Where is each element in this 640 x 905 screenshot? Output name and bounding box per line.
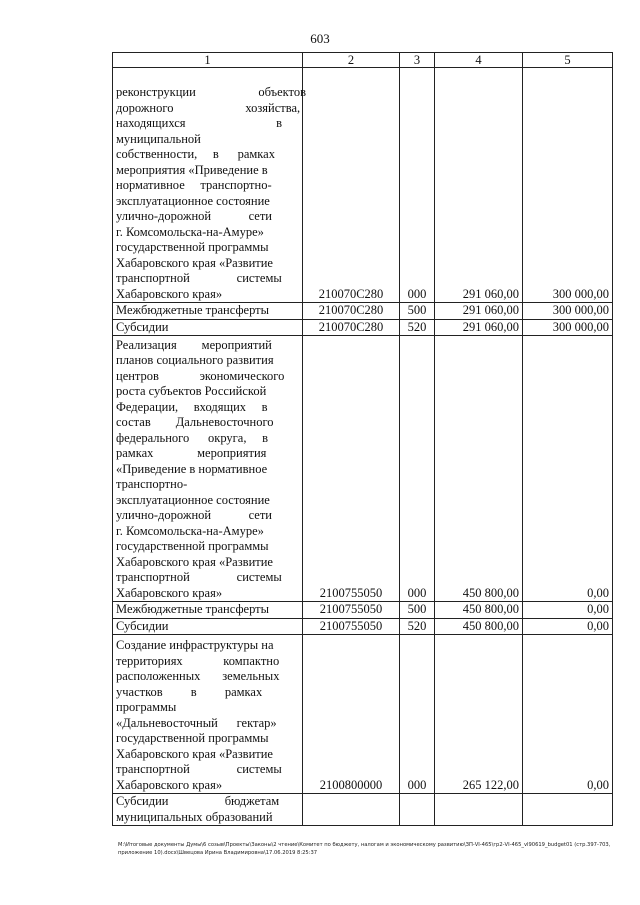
- header-col-2: 2: [303, 53, 400, 68]
- table-row: [113, 68, 613, 303]
- row-amount-2019: 291 060,00: [435, 319, 523, 336]
- header-col-1: 1: [113, 53, 303, 68]
- row-name: Межбюджетные трансферты: [113, 602, 303, 619]
- row-vr: 520: [400, 319, 435, 336]
- row-code: 2100800000: [303, 635, 400, 794]
- row-code: 2100755050: [303, 602, 400, 619]
- header-col-3: 3: [400, 53, 435, 68]
- row-name: Межбюджетные трансферты: [113, 303, 303, 320]
- table-row: [113, 635, 613, 794]
- header-col-5: 5: [523, 53, 613, 68]
- row-vr: 500: [400, 602, 435, 619]
- row-vr: 000: [400, 68, 435, 303]
- row-amount-2019: 291 060,00: [435, 68, 523, 303]
- row-amount-2019: 291 060,00: [435, 303, 523, 320]
- row-code: 210070С280: [303, 303, 400, 320]
- header-col-4: 4: [435, 53, 523, 68]
- table-row: [113, 794, 613, 826]
- page-number: 603: [310, 31, 330, 46]
- row-code: 210070С280: [303, 68, 400, 303]
- row-amount-2020: 300 000,00: [523, 68, 613, 303]
- row-code: 2100755050: [303, 618, 400, 635]
- table-row: [113, 618, 613, 635]
- document-path-footer: M:\Итоговые документы Думы\6 созыв\Проекты\Законы\2 чтение\Комитет по бюджету, налогам и экономическому развитию\ЗП-VI-465\гр2-VI-465_vl90619_budget01 (стр.397-703, приложение 10).docx\Швецова Ирина Владимировна\17.06.2019 8:25:37: [118, 842, 611, 856]
- row-vr: [400, 794, 435, 826]
- table-header-row: [113, 53, 613, 68]
- row-amount-2020: 0,00: [523, 602, 613, 619]
- row-amount-2019: 450 800,00: [435, 618, 523, 635]
- row-vr: 500: [400, 303, 435, 320]
- row-amount-2020: 0,00: [523, 336, 613, 602]
- table-row: [113, 303, 613, 320]
- row-vr: 000: [400, 336, 435, 602]
- table-row: [113, 336, 613, 602]
- row-name: Реализация мероприятий планов социального развития центров экономического роста субъектов Российской Федерации, входящих в состав Дальневосточного федерального округа, в рамках мероприятия «Приведение в нормативное транспортно- эксплуатационное состояние улично-дорожной сети г. Комсомольска-на-Амуре» государственной программы Хабаровского края «Развитие транспортной системы Хабаровского края»: [113, 336, 303, 602]
- row-amount-2019: 265 122,00: [435, 635, 523, 794]
- row-amount-2019: 450 800,00: [435, 602, 523, 619]
- row-code: 210070С280: [303, 319, 400, 336]
- row-amount-2020: 0,00: [523, 618, 613, 635]
- row-code: 2100755050: [303, 336, 400, 602]
- row-amount-2020: 0,00: [523, 635, 613, 794]
- table-row: [113, 602, 613, 619]
- budget-table: [112, 52, 613, 826]
- row-amount-2020: [523, 794, 613, 826]
- table-row: [113, 319, 613, 336]
- row-vr: 000: [400, 635, 435, 794]
- row-amount-2020: 300 000,00: [523, 303, 613, 320]
- row-amount-2020: 300 000,00: [523, 319, 613, 336]
- row-code: [303, 794, 400, 826]
- row-name: Субсидии: [113, 618, 303, 635]
- row-name: Субсидии: [113, 319, 303, 336]
- row-name: Создание инфраструктуры на территориях компактно расположенных земельных участков в рамках программы «Дальневосточный гектар» государственной программы Хабаровского края «Развитие транспортной системы Хабаровского края»: [113, 635, 303, 794]
- row-name: реконструкции объектов дорожного хозяйства, находящихся в муниципальной собственности, в рамках мероприятия «Приведение в нормативное транспортно- эксплуатационное состояние улично-дорожной сети г. Комсомольска-на-Амуре» государственной программы Хабаровского края «Развитие транспортной системы Хабаровского края»: [113, 68, 303, 303]
- row-vr: 520: [400, 618, 435, 635]
- row-name: Субсидии бюджетам муниципальных образований: [113, 794, 303, 826]
- row-amount-2019: 450 800,00: [435, 336, 523, 602]
- row-amount-2019: [435, 794, 523, 826]
